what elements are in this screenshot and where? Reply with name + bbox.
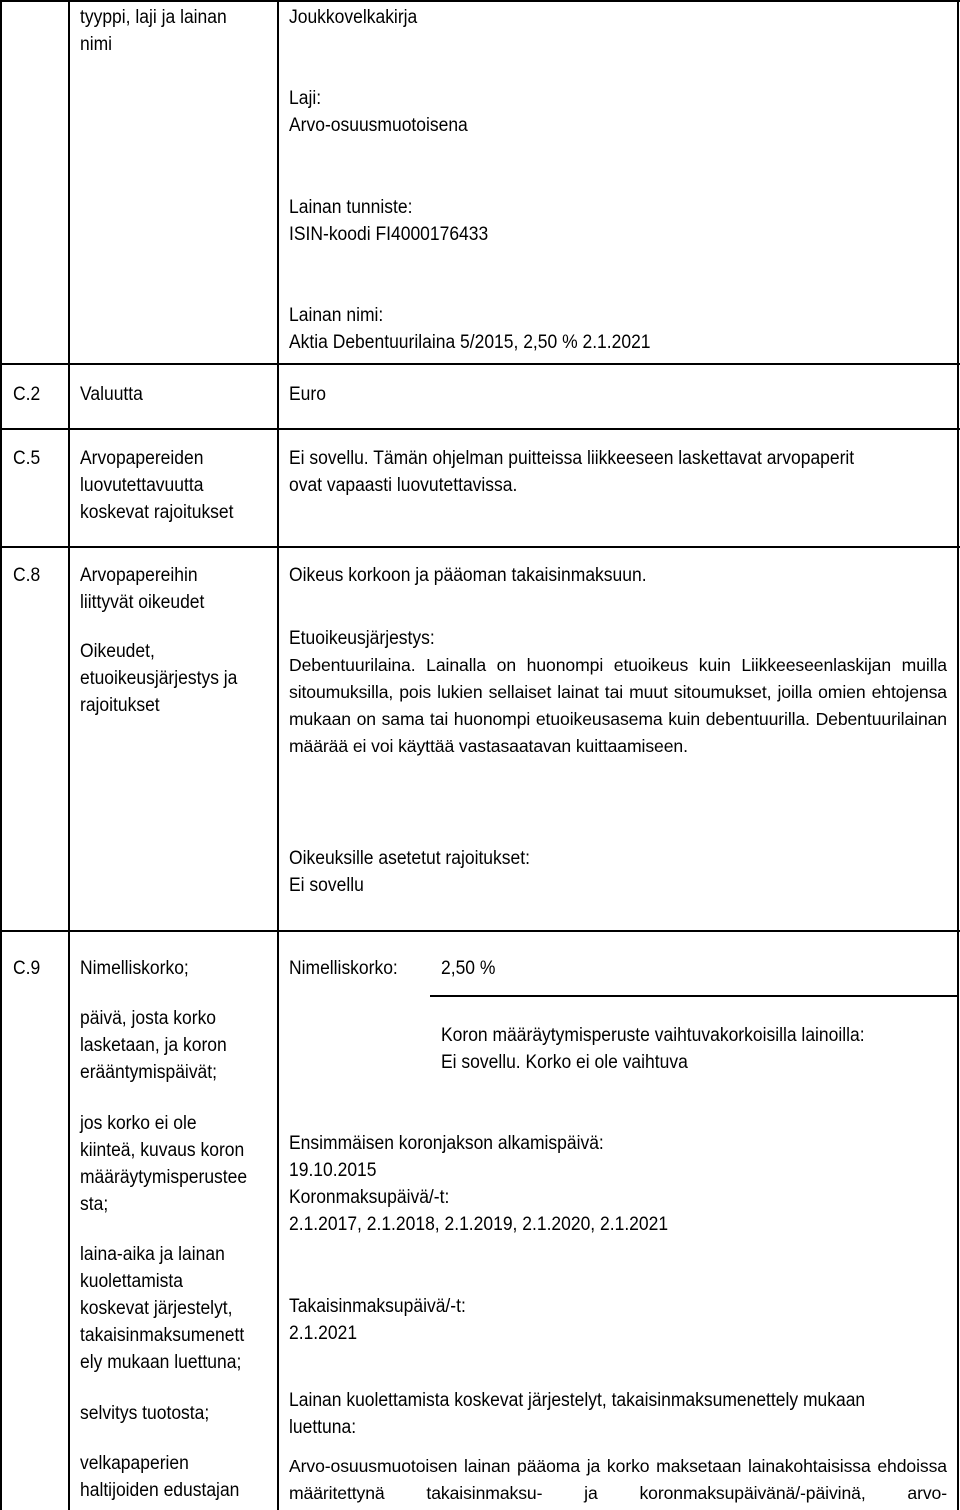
c9-interest-dates-label: Koronmaksupäivä/-t: xyxy=(289,1187,450,1208)
row-divider-c2 xyxy=(0,363,960,365)
c9-label-3-line-1: jos korko ei ole xyxy=(80,1113,197,1134)
c5-code: C.5 xyxy=(13,448,41,469)
table-top-border xyxy=(0,0,960,2)
c9-first-period-label: Ensimmäisen koronjakson alkamispäivä: xyxy=(289,1133,604,1154)
row-divider-c9 xyxy=(0,930,960,932)
c9-label-2-line-2: lasketaan, ja koron xyxy=(80,1035,227,1056)
c8-label-line-1: Arvopapereihin xyxy=(80,565,198,586)
c9-label-6-line-1: velkapaperien xyxy=(80,1453,189,1474)
c2-value: Euro xyxy=(289,384,326,405)
loan-name-label: Lainan nimi: xyxy=(289,305,384,326)
table-right-border xyxy=(957,0,959,1510)
loan-type-value: Joukkovelkakirja xyxy=(289,7,418,28)
c9-label-6-line-2: haltijoiden edustajan xyxy=(80,1480,240,1501)
c9-label-4-line-3: koskevat järjestelyt, xyxy=(80,1298,233,1319)
c8-label-line-4: etuoikeusjärjestys ja xyxy=(80,668,238,689)
c9-code: C.9 xyxy=(13,958,41,979)
c9-interest-dates-value: 2.1.2017, 2.1.2018, 2.1.2019, 2.1.2020, 2.1.2021 xyxy=(289,1214,669,1235)
c8-restrictions-value: Ei sovellu xyxy=(289,875,364,896)
c9-label-4-line-1: laina-aika ja lainan xyxy=(80,1244,225,1265)
row-divider-c5 xyxy=(0,428,960,430)
c9-label-4-line-4: takaisinmaksumenett xyxy=(80,1325,245,1346)
c9-amortization-line-1: Lainan kuolettamista koskevat järjestelyt, takaisinmaksumenettely mukaan xyxy=(289,1390,866,1411)
c9-label-5: selvitys tuotosta; xyxy=(80,1403,210,1424)
c9-rate-value: 2,50 % xyxy=(441,958,496,979)
c5-text-line-2: ovat vapaasti luovutettavissa. xyxy=(289,475,518,496)
c9-label-rate: Nimelliskorko; xyxy=(80,958,189,979)
identifier-label: Lainan tunniste: xyxy=(289,197,413,218)
identifier-value: ISIN-koodi FI4000176433 xyxy=(289,224,489,245)
c9-first-period-value: 19.10.2015 xyxy=(289,1160,377,1181)
c5-label-line-3: koskevat rajoitukset xyxy=(80,502,234,523)
c8-priority-text: Debentuurilaina. Lainalla on huonompi etuoikeus kuin Liikkeeseenlaskijan muilla sitoumuksilla, pois lukien sellaiset lainat tai muut sitoumukset, joilla omien ehtojensa mukaan on sama tai huonompi etuoikeusasema kuin debentuurilla. Debentuurilainan määrää ei voi käyttää vastasaatavan kuittaamiseen. xyxy=(289,655,947,756)
c8-label-line-3: Oikeudet, xyxy=(80,641,155,662)
loan-type-label-line-2: nimi xyxy=(80,34,113,55)
c5-label-line-1: Arvopapereiden xyxy=(80,448,204,469)
c5-text-line-1: Ei sovellu. Tämän ohjelman puitteissa liikkeeseen laskettavat arvopaperit xyxy=(289,448,855,469)
c8-label-line-2: liittyvät oikeudet xyxy=(80,592,205,613)
c9-floating-label: Koron määräytymisperuste vaihtuvakorkoisilla lainoilla: xyxy=(441,1025,865,1046)
c9-repayment-value: 2.1.2021 xyxy=(289,1323,358,1344)
code-column-divider xyxy=(68,0,70,1510)
c9-label-4-line-2: kuolettamista xyxy=(80,1271,183,1292)
c8-code: C.8 xyxy=(13,565,41,586)
c9-label-3-line-4: sta; xyxy=(80,1194,109,1215)
c9-label-2-line-3: erääntymispäivät; xyxy=(80,1062,217,1083)
rate-divider xyxy=(430,995,958,997)
label-column-divider xyxy=(277,0,279,1510)
c9-rate-label: Nimelliskorko: xyxy=(289,958,398,979)
c9-amortization-line-2: luettuna: xyxy=(289,1417,357,1438)
c9-floating-value: Ei sovellu. Korko ei ole vaihtuva xyxy=(441,1052,688,1073)
c8-label-line-5: rajoitukset xyxy=(80,695,160,716)
c8-restrictions-label: Oikeuksille asetetut rajoitukset: xyxy=(289,848,530,869)
kind-label: Laji: xyxy=(289,88,322,109)
loan-name-value: Aktia Debentuurilaina 5/2015, 2,50 % 2.1.2021 xyxy=(289,332,651,353)
c9-label-3-line-3: määräytymisperustee xyxy=(80,1167,248,1188)
c2-code: C.2 xyxy=(13,384,41,405)
c9-amortization-text: Arvo-osuusmuotoisen lainan pääoma ja korko maksetaan lainakohtaisissa ehdoissa määritettynä takaisinmaksu- ja koronmaksupäivänä/-päivinä, arvo- xyxy=(289,1456,947,1503)
c9-repayment-label: Takaisinmaksupäivä/-t: xyxy=(289,1296,466,1317)
c9-label-3-line-2: kiinteä, kuvaus koron xyxy=(80,1140,245,1161)
c9-label-4-line-5: ely mukaan luettuna; xyxy=(80,1352,242,1373)
row-divider-c8 xyxy=(0,546,960,548)
c2-label: Valuutta xyxy=(80,384,143,405)
c5-label-line-2: luovutettavuutta xyxy=(80,475,204,496)
c9-label-2-line-1: päivä, josta korko xyxy=(80,1008,217,1029)
table-left-border xyxy=(0,0,2,1510)
loan-type-label-line-1: tyyppi, laji ja lainan xyxy=(80,7,227,28)
kind-value: Arvo-osuusmuotoisena xyxy=(289,115,468,136)
c8-priority-label: Etuoikeusjärjestys: xyxy=(289,628,435,649)
c8-rights: Oikeus korkoon ja pääoman takaisinmaksuun. xyxy=(289,565,647,586)
